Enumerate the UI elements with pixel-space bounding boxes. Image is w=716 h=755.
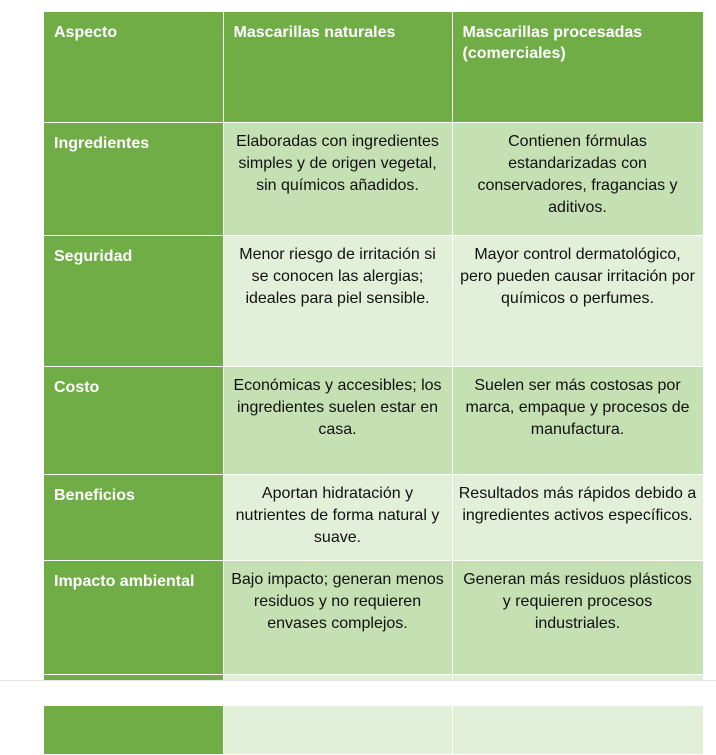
- natural-cell: Bajo impacto; generan menos residuos y no requieren envases complejos.: [223, 560, 452, 674]
- processed-cell: Contienen fórmulas estandarizadas con conservadores, fragancias y aditivos.: [452, 122, 703, 235]
- table-row: [44, 366, 703, 474]
- natural-cell: Económicas y accesibles; los ingredientes suelen estar en casa.: [223, 366, 452, 474]
- table-row: [44, 560, 703, 674]
- header-processed-masks: Mascarillas procesadas (comerciales): [452, 12, 703, 122]
- processed-cell: Suelen ser más costosas por marca, empaque y procesos de manufactura.: [452, 366, 703, 474]
- table-header-row: [44, 12, 703, 122]
- comparison-table-container: [44, 12, 703, 680]
- table-row: [44, 122, 703, 235]
- processed-cell: Resultados más rápidos debido a ingredientes activos específicos.: [452, 474, 703, 560]
- row-label: Impacto ambiental: [44, 560, 223, 674]
- natural-cell: Elaboradas con ingredientes simples y de origen vegetal, sin químicos añadidos.: [223, 122, 452, 235]
- header-natural-masks: Mascarillas naturales: [223, 12, 452, 122]
- table-row: [44, 474, 703, 560]
- natural-cell: Menor riesgo de irritación si se conocen las alergias; ideales para piel sensible.: [223, 235, 452, 366]
- processed-cell: Mayor control dermatológico, pero pueden causar irritación por químicos o perfumes.: [452, 235, 703, 366]
- header-aspect: Aspecto: [44, 12, 223, 122]
- row-label: Costo: [44, 366, 223, 474]
- row-label: Beneficios: [44, 474, 223, 560]
- table-row: [44, 235, 703, 366]
- comparison-table: [44, 12, 704, 755]
- row-label: Ingredientes: [44, 122, 223, 235]
- processed-cell: Generan más residuos plásticos y requieren procesos industriales.: [452, 560, 703, 674]
- natural-cell: Aportan hidratación y nutrientes de forma natural y suave.: [223, 474, 452, 560]
- viewer-bottom-bar: [0, 680, 716, 706]
- row-label: Seguridad: [44, 235, 223, 366]
